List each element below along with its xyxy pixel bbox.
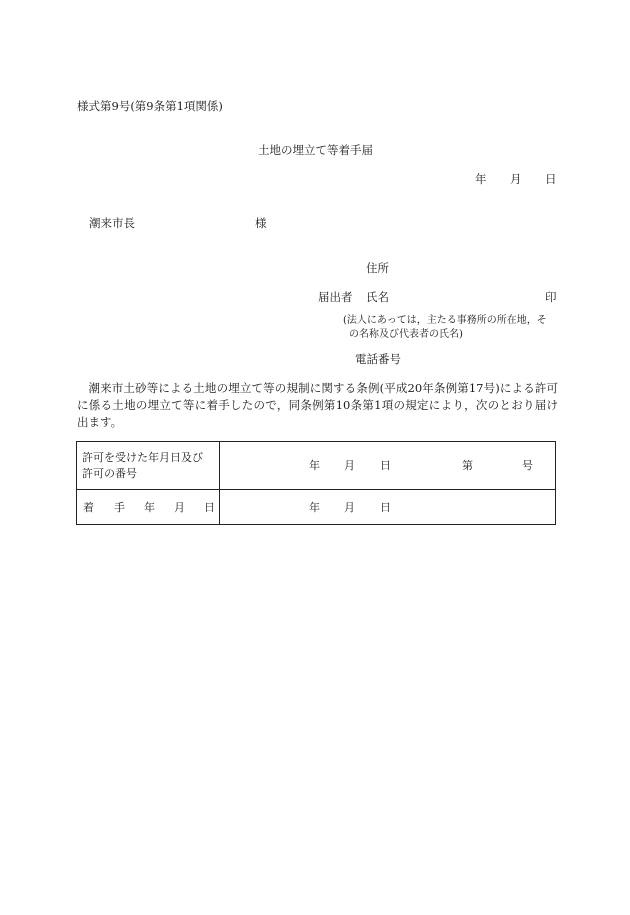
- permit-day-label: 日: [380, 459, 391, 472]
- permit-month-label: 月: [344, 459, 355, 472]
- address-label: 住所: [366, 261, 389, 275]
- date-month-label: 月: [510, 172, 522, 186]
- start-month-label: 月: [344, 501, 355, 514]
- document-title: 土地の埋立て等着手届: [258, 143, 373, 157]
- form-number: 様式第9号(第9条第1項関係): [77, 99, 223, 113]
- start-day-label: 日: [380, 501, 391, 514]
- permit-no-prefix: 第: [462, 459, 473, 472]
- permit-no-suffix: 号: [522, 459, 533, 472]
- table-row-start-date: [77, 489, 555, 524]
- permit-label-line1: 許可を受けた年月日及び: [82, 451, 203, 464]
- applicant-name-label: 氏名: [366, 290, 389, 304]
- applicant-role-label: 届出者: [318, 290, 353, 304]
- corporate-note-line1: (法人にあっては，主たる事務所の所在地，そ: [343, 315, 547, 326]
- permit-year-label: 年: [309, 459, 320, 472]
- start-year-label: 年: [309, 501, 320, 514]
- start-label-char: 日: [204, 501, 215, 514]
- seal-mark: 印: [545, 290, 557, 304]
- body-paragraph: 潮来市土砂等による土地の埋立て等の規制に関する条例(平成20年条例第17号)による許可に係る土地の埋立て等に着手したので，同条例第10条第1項の規定により，次のとおり届け出ます。: [77, 381, 558, 429]
- phone-label: 電話番号: [355, 352, 401, 366]
- permit-label-line2: 許可の番号: [82, 467, 137, 480]
- date-year-label: 年: [475, 172, 487, 186]
- addressee-honorific: 様: [255, 216, 267, 230]
- start-label-char: 年: [144, 501, 155, 514]
- start-label-char: 月: [174, 501, 185, 514]
- permit-table: [76, 441, 556, 525]
- date-day-label: 日: [545, 172, 557, 186]
- start-label-char: 手: [114, 501, 125, 514]
- corporate-note-line2: の名称及び代表者の氏名): [349, 329, 463, 340]
- table-row-permit: [77, 442, 555, 490]
- start-label-char: 着: [83, 501, 94, 514]
- addressee-name: 潮来市長: [89, 216, 135, 230]
